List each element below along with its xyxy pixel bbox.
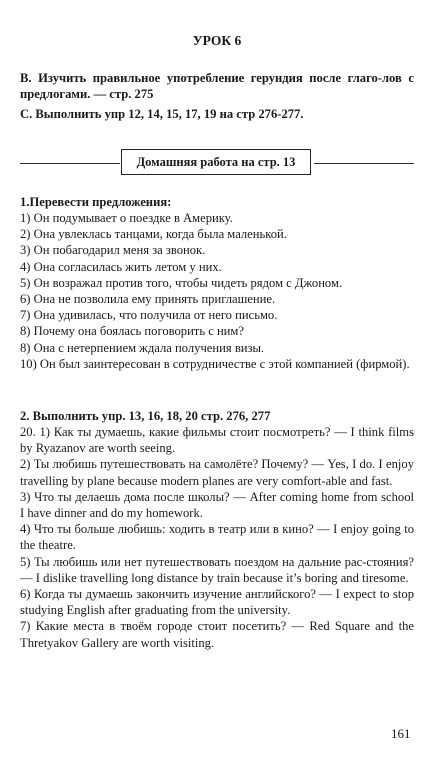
list-item: 10) Он был заинтересован в сотрудничестве с этой компанией (фирмой).: [20, 356, 410, 371]
exercise-2: [20, 408, 414, 651]
list-item: 5) Ты любишь или нет путешествовать поездом на дальние рас-стояния? — I dislike travelling long distance by train because it’s boring and tiresome.: [20, 554, 414, 585]
list-item: 7) Какие места в твоём городе стоит посетить? — Red Square and the Thretyakov Gallery are worth visiting.: [20, 619, 414, 650]
lesson-title: УРОК 6: [192, 33, 242, 48]
list-item: 2) Она увлеклась танцами, когда была маленькой.: [20, 227, 287, 242]
divider-right: [314, 163, 414, 164]
list-item: 1) Он подумывает о поездке в Америку.: [20, 211, 233, 225]
list-item: 4) Она согласилась жить летом у них.: [20, 259, 222, 274]
list-item: 4) Что ты больше любишь: ходить в театр или в кино? — I enjoy going to the theatre.: [20, 522, 414, 553]
list-item: 6) Она не позволила ему принять приглашение.: [20, 292, 276, 307]
list-item: 20. 1) Как ты думаешь, какие фильмы стоит посмотреть? — I think films by Ryazanov are worth seeing.: [20, 425, 414, 456]
list-item: 8) Почему она боялась поговорить с ним?: [20, 324, 244, 339]
exercise-1-heading: 1.Перевести предложения:: [20, 195, 172, 209]
list-item: 3) Он побагодарил меня за звонок.: [20, 243, 206, 258]
task-b: B. Изучить правильное употребление герундия после глаго-лов с предлогами. — стр. 275: [20, 71, 414, 101]
task-c: C. Выполнить упр 12, 14, 15, 17, 19 на стр 276-277.: [20, 107, 304, 121]
list-item: 2) Ты любишь путешествовать на самолёте? Почему? — Yes, I do. I enjoy travelling by plane because modern planes are very comfort-able and fast.: [20, 457, 414, 488]
exercise-1: [20, 194, 414, 372]
divider-left: [20, 163, 120, 164]
list-item: 7) Она удивилась, что получила от него письмо.: [20, 308, 278, 323]
exercise-2-heading: 2. Выполнить упр. 13, 16, 18, 20 стр. 276, 277: [20, 409, 271, 423]
homework-box: Домашняя работа на стр. 13: [121, 149, 311, 175]
list-item: 3) Что ты делаешь дома после школы? — After coming home from school I have dinner and do my homework.: [20, 489, 414, 521]
list-item: 8) Она с нетерпением ждала получения визы.: [20, 340, 265, 355]
list-item: 5) Он возражал против того, чтобы чидеть рядом с Джоном.: [20, 275, 343, 290]
list-item: 6) Когда ты думаешь закончить изучение английского? — I expect to stop studying English after graduating from the university.: [20, 587, 414, 618]
page-number: 161: [391, 726, 411, 741]
